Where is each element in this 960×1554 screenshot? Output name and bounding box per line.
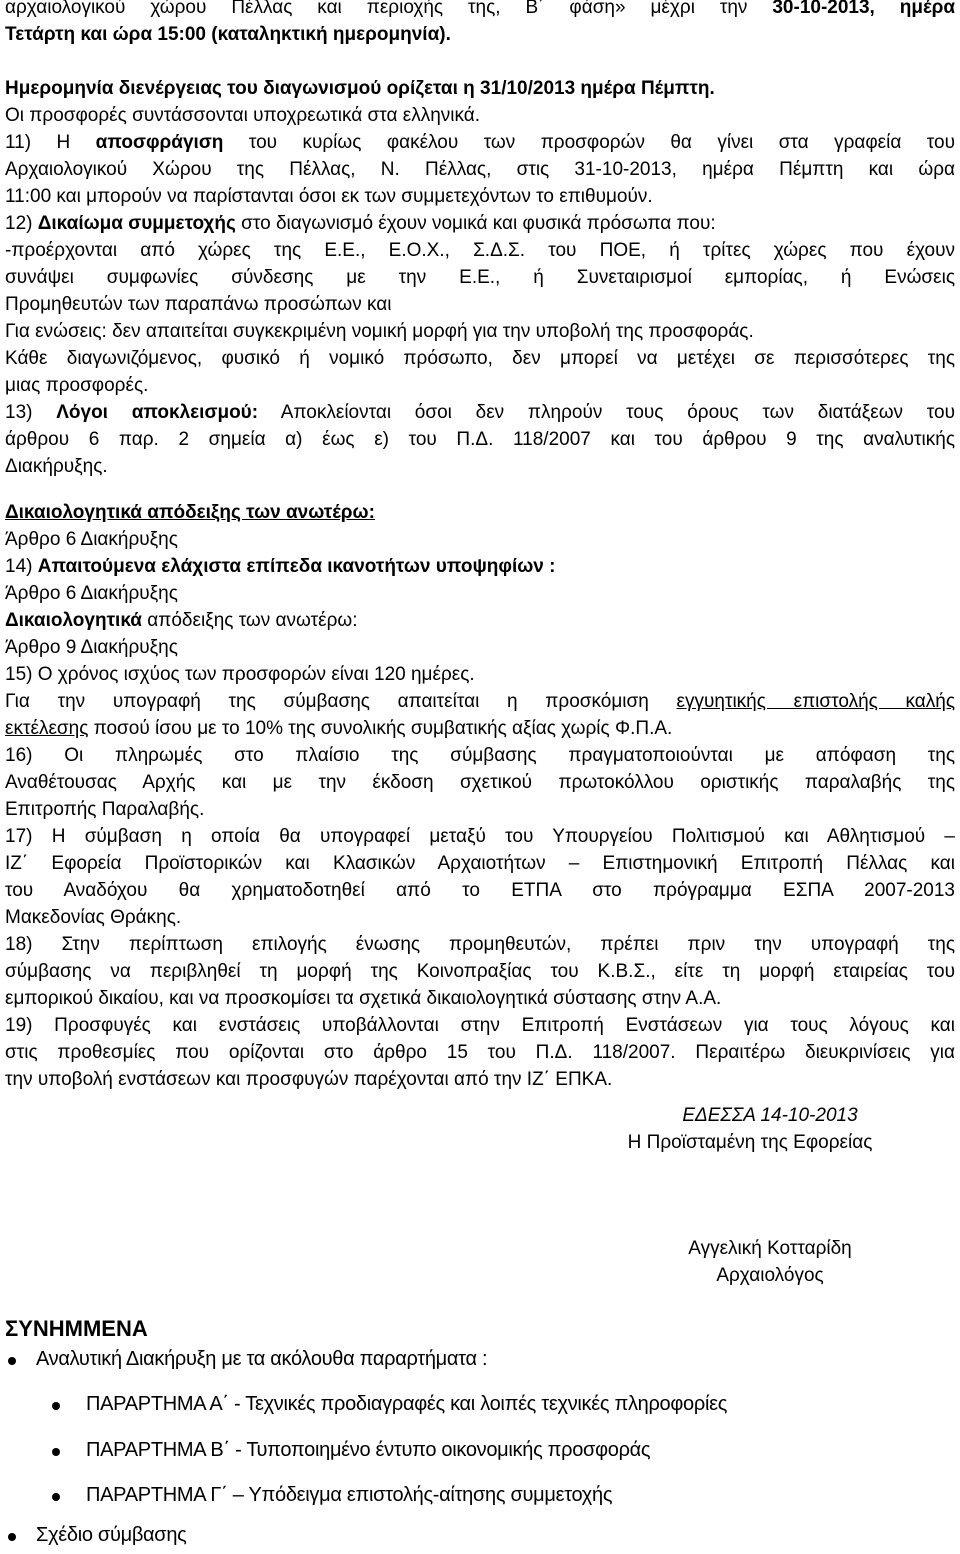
signature-place-date: ΕΔΕΣΣΑ 14-10-2013	[682, 1105, 858, 1126]
attachment-item: Αναλυτική Διακήρυξη με τα ακόλουθα παραρτήματα :	[36, 1348, 488, 1370]
annex-item: ΠΑΡΑΡΤΗΜΑ Α΄ - Τεχνικές προδιαγραφές και λοιπές τεχνικές πληροφορίες	[86, 1393, 728, 1415]
text-line: Για την υπογραφή της σύμβασης απαιτείται η προσκόμιση εγγυητικής επιστολής καλής	[5, 691, 955, 712]
text-line: συνάψει συμφωνίες σύνδεσης με την Ε.Ε., ή Συνεταιρισμοί εμπορίας, ή Ενώσεις	[5, 267, 955, 288]
attachments-heading: ΣΥΝΗΜΜΕΝΑ	[5, 1316, 148, 1341]
text-line: Δικαιολογητικά απόδειξης των ανωτέρω:	[5, 610, 358, 631]
text-line: Μακεδονίας Θράκης.	[5, 907, 182, 928]
section-heading: Δικαιολογητικά απόδειξης των ανωτέρω:	[5, 502, 375, 523]
text-line: του Αναδόχου θα χρηματοδοτηθεί από το ΕΤΠΑ στο πρόγραμμα ΕΣΠΑ 2007-2013	[5, 880, 955, 901]
attachment-item: Σχέδιο σύμβασης	[36, 1524, 187, 1546]
bullet-icon	[52, 1448, 60, 1456]
text-line: 18) Στην περίπτωση επιλογής ένωσης προμηθευτών, πρέπει πριν την υπογραφή της	[5, 934, 955, 955]
text-line: 13) Λόγοι αποκλεισμού: Αποκλείονται όσοι δεν πληρούν τους όρους των διατάξεων του	[5, 402, 956, 423]
annex-item: ΠΑΡΑΡΤΗΜΑ Β΄ - Τυποποιημένο έντυπο οικονομικής προσφοράς	[86, 1439, 651, 1461]
bullet-icon	[52, 1402, 60, 1410]
text-line: Τετάρτη και ώρα 15:00 (καταληκτική ημερομηνία).	[5, 24, 451, 45]
text-line: στις προθεσμίες που ορίζονται στο άρθρο 15 του Π.Δ. 118/2007. Περαιτέρω διευκρινίσεις για	[5, 1042, 955, 1063]
text-line: 12) Δικαίωμα συμμετοχής στο διαγωνισμό έχουν νομικά και φυσικά πρόσωπα που:	[5, 213, 716, 234]
text-line: Άρθρο 6 Διακήρυξης	[5, 583, 178, 604]
text-line: Αναθέτουσας Αρχής και με την έκδοση σχετικού πρωτοκόλλου οριστικής παραλαβής της	[5, 772, 955, 793]
text-line: 19) Προσφυγές και ενστάσεις υποβάλλονται στην Επιτροπή Ενστάσεων για τους λόγους και	[5, 1015, 955, 1036]
bullet-icon	[52, 1493, 60, 1501]
annex-item: ΠΑΡΑΡΤΗΜΑ Γ΄ – Υπόδειγμα επιστολής-αίτησης συμμετοχής	[86, 1484, 613, 1506]
signature-title: Αρχαιολόγος	[716, 1265, 824, 1286]
text-line: 16) Οι πληρωμές στο πλαίσιο της σύμβασης πραγματοποιούνται με απόφαση της	[5, 745, 955, 766]
text-line: Προμηθευτών των παραπάνω προσώπων και	[5, 294, 392, 315]
text-line: 11:00 και μπορούν να παρίστανται όσοι εκ των συμμετεχόντων το επιθυμούν.	[5, 186, 653, 207]
text-line: εκτέλεσης ποσού ίσου με το 10% της συνολικής συμβατικής αξίας χωρίς Φ.Π.Α.	[5, 718, 673, 739]
text-line: εμπορικού δικαίου, και να προσκομίσει τα σχετικά δικαιολογητικά σύστασης στην Α.Α.	[5, 988, 722, 1009]
text-line: Κάθε διαγωνιζόμενος, φυσικό ή νομικό πρόσωπο, δεν μπορεί να μετέχει σε περισσότερες της	[5, 348, 955, 369]
text-line: 15) Ο χρόνος ισχύος των προσφορών είναι 120 ημέρες.	[5, 664, 475, 685]
text-line: την υποβολή ενστάσεων και προσφυγών παρέχονται από την ΙΖ΄ ΕΠΚΑ.	[5, 1069, 613, 1090]
text-line: ΙΖ΄ Εφορεία Προϊστορικών και Κλασικών Αρχαιοτήτων – Επιστημονική Επιτροπή Πέλλας και	[5, 853, 955, 874]
text-line: Αρχαιολογικού Χώρου της Πέλλας, Ν. Πέλλας, στις 31-10-2013, ημέρα Πέμπτη και ώρα	[5, 159, 955, 180]
text-line: -προέρχονται από χώρες της Ε.Ε., Ε.Ο.Χ., Σ.Δ.Σ. του ΠΟΕ, ή τρίτες χώρες που έχουν	[5, 240, 955, 261]
text-line: Για ενώσεις: δεν απαιτείται συγκεκριμένη νομική μορφή για την υποβολή της προσφοράς.	[5, 321, 754, 342]
text-line: 17) Η σύμβαση η οποία θα υπογραφεί μεταξύ του Υπουργείου Πολιτισμού και Αθλητισμού –	[5, 826, 955, 847]
text-line: Ημερομηνία διενέργειας του διαγωνισμού ορίζεται η 31/10/2013 ημέρα Πέμπτη.	[5, 78, 715, 99]
text-line: μιας προσφορές.	[5, 375, 149, 396]
text-line: Άρθρο 9 Διακήρυξης	[5, 637, 178, 658]
text-line: αρχαιολογικού χώρου Πέλλας και περιοχής της, Β΄ φάση» μέχρι την 30-10-2013, ημέρα	[5, 0, 955, 18]
text-line: 11) Η αποσφράγιση του κυρίως φακέλου των προσφορών θα γίνει στα γραφεία του	[5, 132, 955, 153]
text-line: σύμβασης να περιβληθεί τη μορφή της Κοινοπραξίας του Κ.Β.Σ., είτε τη μορφή εταιρείας του	[5, 961, 955, 982]
text-line: 14) Απαιτούμενα ελάχιστα επίπεδα ικανοτήτων υποψηφίων :	[5, 556, 556, 577]
text-line: Επιτροπής Παραλαβής.	[5, 799, 205, 820]
signature-name: Αγγελική Κοτταρίδη	[688, 1238, 852, 1259]
signature-role: Η Προϊσταμένη της Εφορείας	[627, 1132, 873, 1153]
bullet-icon	[8, 1533, 16, 1541]
text-line: Άρθρο 6 Διακήρυξης	[5, 529, 178, 550]
text-line: Διακήρυξης.	[5, 456, 108, 477]
text-line: άρθρου 6 παρ. 2 σημεία α) έως ε) του Π.Δ. 118/2007 και του άρθρου 9 της αναλυτικής	[5, 429, 955, 450]
text-line: Οι προσφορές συντάσσονται υποχρεωτικά στα ελληνικά.	[5, 105, 481, 126]
bullet-icon	[8, 1357, 16, 1365]
